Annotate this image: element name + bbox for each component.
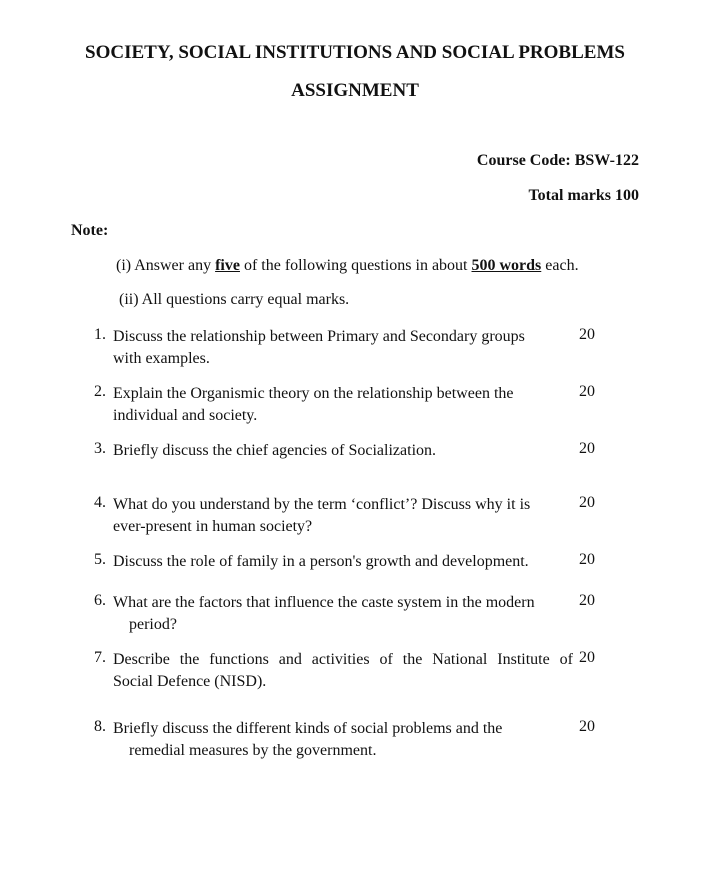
- question-number: 3.: [94, 440, 106, 457]
- note-question-count: five: [215, 257, 240, 274]
- note-line-1-middle: of the following questions in about: [239, 257, 472, 274]
- question-line: Briefly discuss the different kinds of social problems and the: [113, 720, 503, 737]
- note-word-count: 500 words: [471, 257, 542, 274]
- question-line: ever-present in human society?: [113, 518, 313, 535]
- question-line: Discuss the role of family in a person's growth and development.: [113, 553, 529, 570]
- question-marks: 20: [579, 649, 595, 666]
- question-line: What do you understand by the term ‘conflict’? Discuss why it is: [113, 496, 531, 513]
- question-text: [113, 718, 565, 762]
- note-line-1-prefix: (i) Answer any: [116, 257, 216, 274]
- question-text: [113, 494, 565, 538]
- note-line-1: [116, 257, 579, 275]
- question-marks: 20: [579, 718, 595, 735]
- question-text: [113, 592, 573, 636]
- question-line: Briefly discuss the chief agencies of Socialization.: [113, 442, 437, 459]
- question-line: individual and society.: [113, 407, 258, 424]
- question-line: What are the factors that influence the caste system in the modern: [113, 594, 535, 611]
- question-line: period?: [129, 616, 177, 633]
- question-number: 2.: [94, 383, 106, 400]
- question-marks: 20: [579, 494, 595, 511]
- question-number: 5.: [94, 551, 106, 568]
- question-number: 6.: [94, 592, 106, 609]
- question-number: 1.: [94, 326, 106, 343]
- question-marks: 20: [579, 326, 595, 343]
- question-text: [113, 551, 565, 573]
- question-text: [113, 326, 565, 370]
- question-line: Explain the Organismic theory on the relationship between the: [113, 385, 514, 402]
- total-marks: Total marks 100: [528, 187, 639, 204]
- question-marks: 20: [579, 440, 595, 457]
- question-text: [113, 649, 573, 693]
- document-title: SOCIETY, SOCIAL INSTITUTIONS AND SOCIAL PROBLEMS: [85, 42, 625, 63]
- document-subtitle: ASSIGNMENT: [291, 80, 419, 101]
- question-marks: 20: [579, 592, 595, 609]
- question-number: 4.: [94, 494, 106, 511]
- note-label: Note:: [71, 222, 109, 239]
- question-line: Social Defence (NISD).: [113, 673, 267, 690]
- note-line-1-suffix: each.: [541, 257, 579, 274]
- question-line: with examples.: [113, 350, 210, 367]
- question-line: remedial measures by the government.: [129, 742, 377, 759]
- question-text: [113, 383, 565, 427]
- question-line: Describe the functions and activities of the National Institute of: [113, 651, 573, 668]
- note-line-2: (ii) All questions carry equal marks.: [119, 291, 350, 308]
- question-number: 8.: [94, 718, 106, 735]
- question-line: Discuss the relationship between Primary and Secondary groups: [113, 328, 525, 345]
- question-marks: 20: [579, 383, 595, 400]
- course-code: Course Code: BSW-122: [476, 152, 639, 169]
- question-text: [113, 440, 565, 462]
- question-number: 7.: [94, 649, 106, 666]
- question-marks: 20: [579, 551, 595, 568]
